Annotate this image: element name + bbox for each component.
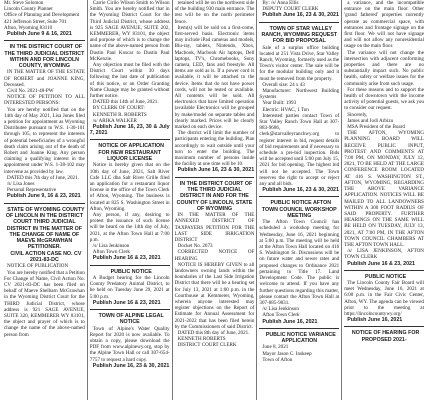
notice-paragraph: DATED this 14th of June, 2021.	[92, 99, 159, 106]
publish-dates: Publish June 16, 23 & 30, 2021	[262, 187, 339, 194]
notice-paragraph: The Lincoln County Fair Board will meet Wednesday, June 16, 2021 at 6:00 p.m. in the Fair Civic Center, Afton, WY. The agenda can be viewed prior to the meeting at https://lincolncountywy.org/	[344, 280, 424, 318]
notice-divider	[344, 270, 424, 271]
notice-paragraph: DEPUTY COURT CLERK	[262, 6, 319, 13]
notice-paragraph: Mayor Jason C. Inskeep	[262, 350, 312, 357]
notice-paragraph: CORRECTED NOTICE OF HEARING	[174, 249, 255, 262]
publish-dates: Publish June 16, 23 & 30, 2021	[262, 12, 339, 19]
notice-heading: IN THE DISTRICT COURT OF THE THIRD JUDICIAL DISTRICT WITHIN AND FOR LINCOLN COUNTY, WYOMING	[4, 44, 85, 70]
notice-heading: CIVIL ACTION CASE NO. CV 2021-83-DC	[10, 250, 82, 264]
notice-paragraph: The district will limit the number of participants entering the building. Plan accordingly to wait outside until your turn to enter the building. The maximum number of persons inside the facility at one time will be 10.	[174, 130, 255, 168]
notice-paragraph: Overall size: 24 x 43	[262, 81, 305, 88]
notice-heading: NOTICE OF APPLICATION FOR NEW RESTAURANT LIQUOR LICENSE	[98, 143, 164, 163]
notice-divider	[259, 196, 339, 197]
notice-paragraph: BY CLERK OF COURT:	[92, 105, 145, 112]
notice-divider	[4, 203, 85, 204]
notice-paragraph: Interested parties contact Town of Star Valley Ranch Town Hall at 307-883-9686, clerk@starvalleyranchwy.org to register interest in bid, request details of bid requirements and if necessary to schedule a pre-bid inspection. Bids will be accepted until 5:00 pm July 15, 2021 for bid opening. The highest bid will not be accepted. The Town reserves the right to accept or reject any and all bids.	[259, 112, 340, 187]
notice-divider	[4, 40, 85, 41]
notice-paragraph: For these reasons and to support the health of downtown with the income activity of potential guests, we ask you to consider our request.	[344, 86, 424, 112]
column-3	[172, 0, 257, 400]
notice-heading: TOWN OF ALPINE LEGAL NOTICE	[98, 312, 164, 326]
column-1	[2, 0, 87, 400]
notice-heading: PUBLIC NOTICE	[364, 273, 407, 280]
notice-divider	[259, 328, 339, 329]
notice-paragraph: IN THE MATTER OF THE ESTATE OF ROBERT and JOANNE KING, Deceased.	[4, 69, 85, 88]
notice-paragraph: NOTICE OF PUBLICATION	[7, 263, 69, 270]
notice-paragraph: Afton Town Clerk	[262, 312, 300, 319]
notice-text-line: Afton, Wyoming 83110	[4, 24, 53, 31]
notice-divider	[90, 139, 170, 140]
notice-text-line: Mr. Steve Solomon	[4, 0, 44, 6]
notice-paragraph: retained will be on the northwest side of the building 930 main entrance. The rest will be on the north perimeter fence.	[174, 0, 255, 25]
notice-paragraph: Personal Representative	[7, 187, 57, 194]
column-5	[341, 0, 426, 400]
notice-paragraph: KENNETH R. ROBERTS	[92, 111, 147, 118]
notice-paragraph: KENNETH ROBERTS	[177, 336, 226, 343]
notice-paragraph: Manufacturer: Northwest Building Systems	[259, 87, 340, 101]
column-2	[87, 0, 172, 400]
notice-divider	[175, 177, 255, 178]
notice-paragraph: The Afton Town Council has scheduled a workshop meeting for Wednesday, June 16, 2021 beginning at 5:00 p.m. The meeting will be held at the Afton Town Hall located on 416 S. Washington St. Discussions will be on future water and sewer rates and proposed changes to Ordinance 2021 pertaining to Title 17. Land Development Code. The public is welcome to attend. If you have any further questions regarding this matter, please contact the Afton Town Hall at 307-885-9831.	[259, 219, 340, 306]
notice-paragraph: Item(s) will be sold on a first-come, first-served basis. Electronic items may include iPad cameras and models, Blu-ray, tablets, Nintendo, Xbox, Macbook, Macbook Air laptops, Dell laptops, TV's, Chromebooks, Sony camera, LED, fans and freestyle. All items are sold as is. If a power cord is available, it will be attached to the device. Items that do not have power cords, will not be tested or available. All contents will be sold. All electronics that have limited operation (available Electronics will be grouped by make/model on separate tables and clearly marked. Prices will be clearly marked on each device.	[174, 24, 255, 131]
publish-dates: Publish June 16, 23 & 30, 2021	[92, 362, 170, 369]
notice-paragraph: Any person, if any, desiring to protest the issuance of such license will be heard on the 14th day of July, 2021, at the Afton Town Hall at 7:00 p.m.	[89, 211, 170, 243]
notice-paragraph: /s/ LISA JENKINSON, AFTON TOWN CLERK	[344, 248, 424, 261]
notice-paragraph: You are hereby notified that a Petition For Change of Name, Civil Action No. CV 2021-83-DC has been filed on behalf of Maeve Shelbarn McGrawhan in the Wyoming District Court for the THIRD Judicial District, whose address is 921 SAGE AVENUE, SUITE 320, KEMMERER WY 83101, the object and prayer of which is to change the name of the above-named person from	[4, 269, 85, 338]
publish-dates: Publish June 16 & 23, 2021	[347, 260, 415, 267]
notice-paragraph: James and Jodi Arbizu	[347, 117, 394, 124]
notice-paragraph: Afton Town Clerk	[92, 249, 130, 256]
notice-heading: IN THE DISTRICT COURT OF THE THIRD JUDICIAL DISTRICT IN AND FOR THE COUNTY OF LINCOLN, STATE OF WYOMING	[176, 180, 253, 212]
publish-dates: Publish June 16, 23 & 30, 2021	[177, 167, 255, 174]
notice-text-line: 421 Jefferson Street, Suite 701	[4, 18, 67, 25]
notice-paragraph: THE AFTON, WYOMING PLANNING BOARD WILL RECEIVE PUBLIC INPUT, PROTEST AND COMMENTS AT 7:00 PM, ON MONDAY, JULY 12, 2021, TO BE HELD AT THE LARGE CONFERENCE ROOM LOCATED AT 416 S. WASHINGTON ST., AFTON, WYOMING, REGARDING THE ABOVE VARIANCE APPLICATION. NOTICES WILL BE MAILED TO ALL LANDOWNERS WITHIN A 300 FOOT RADIUS OF SAID PROPERTY. FURTHER HEARINGS ON THE SAME WILL BE HELD ON TUESDAY, JULY 13, 2021, AT 7:00 PM, IN THE AFTON TOWN COUNCIL CHAMBERS AT THE AFTON TOWN HALL.	[344, 130, 424, 248]
notice-divider	[259, 22, 339, 23]
notice-paragraph: /s/ Lisa Jenkinson	[92, 243, 130, 249]
notice-divider	[90, 309, 170, 310]
publish-dates: Publish June 16, 2021	[262, 318, 318, 325]
notice-paragraph: MSA President of the Board	[347, 124, 405, 131]
notice-heading: STATE OF WYOMING COUNTY OF LINCOLN IN THE DISTRICT COURT THIRD JUDICIAL DISTRICT IN THE MATTER OF THE CHANGE OF NAME OF MAEVE McGRAWHAN PETITIONER.	[5, 206, 85, 251]
notice-paragraph: Year Built: 1993	[262, 100, 297, 107]
notice-paragraph: DATED this 8th day of June, 2021.	[177, 330, 250, 337]
notice-paragraph: IN THE MATTER OF THE ANNEXED DISTRICT OF TAXPAYERS PETITION FOR THE LAST SIDE IRRIGATION DISTRICT	[174, 212, 255, 243]
notice-paragraph: Civil No. 2021-48-PW	[7, 88, 54, 95]
notice-divider	[344, 326, 424, 327]
notice-paragraph: DISTRICT COURT CLERK	[177, 342, 237, 349]
notice-heading: TOWN OF STAR VALLEY RANCH, WYOMING REQUEST FOR BID PROPOSAL	[261, 25, 338, 45]
notice-heading: PUBLIC NOTICE VARIANCE APPLICATION	[265, 331, 336, 345]
notice-paragraph: NOTICE OF PETITION TO ALL INTERESTED PERSONS:	[4, 94, 85, 107]
publish-dates: Publish June 16, 2021	[347, 317, 403, 324]
publish-dates: Publish June 16 & 23, 2021	[92, 299, 161, 306]
notice-divider	[90, 265, 170, 266]
notice-paragraph: Any objection must be filed with the District Court within 30 days following the last date of publication of this notice, or an Order Granting Name Change may be granted without further notice.	[89, 62, 170, 100]
notice-paragraph: By: /s/ Anna Ellis	[262, 0, 299, 6]
notice-paragraph: /s/ Lisa Jones	[7, 181, 35, 188]
publish-dates: Publish June 9 & 16, 2021	[7, 31, 72, 38]
publish-dates: Publish June 9, 16 & 23, 2021	[7, 193, 81, 200]
notice-paragraph: Carrie Cirilo Wilson Smith to Wilson Smith. You are hereby notified that in the Wyoming District Court for the Third Judicial District, whose address is 925 SAGE AVENUE, SUITE 202, KEMMERER, WY 83101, the object and purpose of which is to change the name of the above-named person from Dustin Paul Koscar to Dustin Paul McKenzie.	[89, 0, 170, 62]
notice-paragraph: NOTICE IS HEREBY GIVEN to all landowners owning lands within the boundaries of the Last Side Irrigation District that there will be a hearing set for July 13, 2021 at 1:00 p.m. in the Courthouse at Kemmerer, Wyoming, wherein anyone interested may register objections on the Report of Estimate for Annual Assessment for 2021-2022 that has been filed herein by the Commissioners of said District.	[174, 261, 255, 330]
notice-paragraph: /s/ ARIKA WALKER	[92, 117, 137, 124]
notice-paragraph: Sincerely,	[347, 111, 368, 118]
notice-paragraph: The variance will not change the intersection with adjacent conforming properties and there are no substantially impact such. No public health, safety or welfare issues for the community arise from such usage.	[344, 49, 424, 87]
notice-paragraph: Sale of a surplus office building located at 251 Vista Drive, Star Valley Ranch, Wyoming, formerly used as the Town's visitor center. The sale will be for the modular building only and it must be removed from the property.	[259, 44, 340, 82]
notice-paragraph: You are hereby notified that on the 14th day of May 2021, Lisa Jones filed a petition for appointment as Wyoming Distributee pursuant to W.S. 1-30-101 through 105, to represent the interests of potential beneficiaries of a wrongful death claim arising out of the death of Robert and Joanne King. Any person claiming a qualifying interest in the appointment under W.S. 1-38-102 may intervene as provided by law.	[4, 106, 85, 175]
notice-paragraph: Docket No. 2673	[177, 243, 213, 250]
notice-paragraph: Electric: HVAC, 1 Ton	[262, 106, 309, 113]
notice-paragraph: Town of Alpine's Water Quality Report for 2020 is now available. To obtain a copy, please download the PDF from www.alpinewy.org, stop by the Alpine Town Hall or call 307-654-7757 to request a hard copy.	[89, 325, 170, 363]
notice-paragraph: A Budget hearing for the Lincoln County Predatory Animal District, to be held on Tuesday June 29, 2021 at 5:00 p.m.	[89, 274, 170, 300]
notice-paragraph: June 8, 2021	[262, 344, 289, 351]
notice-text-line: Office of Planning and Development	[4, 12, 80, 19]
column-4	[256, 0, 341, 400]
notice-paragraph: DATED this 7th day of June, 2021.	[7, 174, 79, 181]
notice-heading: NOTICE OF HEARING FOR PROPOSED 2021-	[351, 330, 420, 343]
publish-dates: Publish June 16, 23, 30 & July 7, 2021	[89, 124, 170, 137]
notice-heading: PUBLIC NOTICE	[110, 268, 152, 275]
notice-paragraph: /s/ Lisa Jenkinson	[262, 306, 299, 313]
notice-paragraph: Town of Afton	[262, 356, 293, 363]
notice-paragraph: a variance, and the incompatible entrance on the main floor. Other 'grand fathered' properties currently operate as commercial space, with entrances and frontage signage on the first floor. We will not have signage and will not allow any nonresidential usage on the main floor.	[344, 0, 424, 50]
notice-text-line: Lincoln County Planner	[4, 6, 53, 13]
publish-dates: Publish June 16 & 23, 2021	[92, 255, 161, 262]
notice-heading: PUBLIC NOTICE AFTON TOWN COUNCIL WORKSHOP MEETING	[261, 200, 337, 219]
notice-paragraph: Notice is hereby given that on the 10th day of June, 2021, Salt River Cafe LLC dba Salt River Grille filed an application for a restaurant liquor license in the office of the Town Clerk of Afton, Wyoming. The business is located at 825 S. Washington Street in Afton, Wyoming.	[89, 162, 170, 212]
